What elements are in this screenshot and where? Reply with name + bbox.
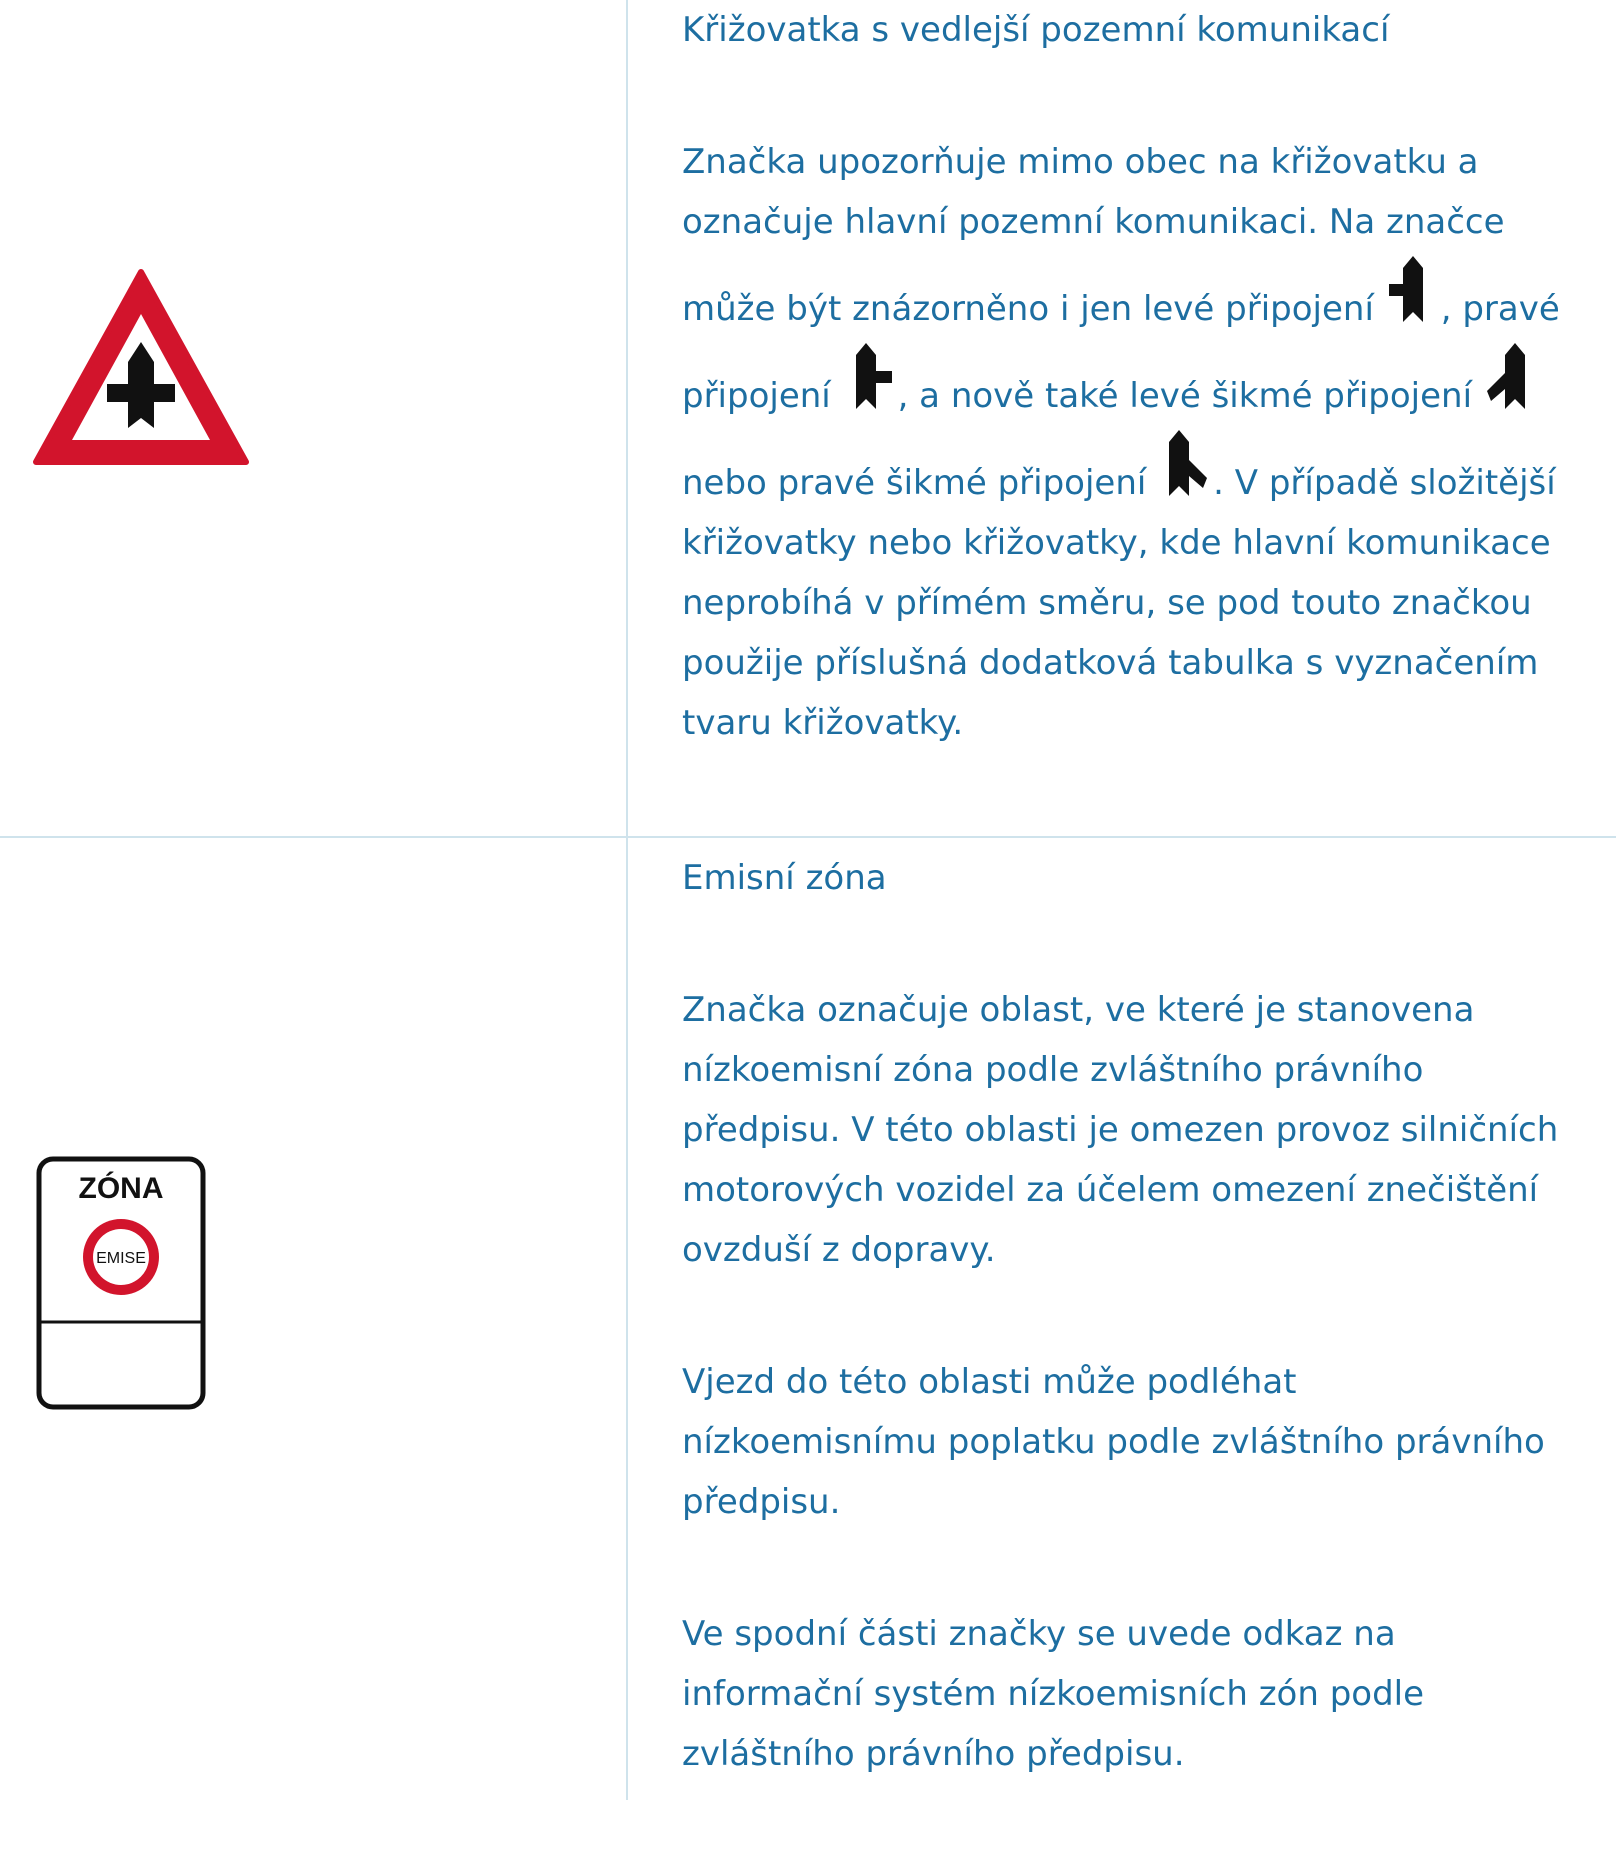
description-text: , pravé připojení [682, 289, 1560, 416]
left-oblique-junction-icon [1485, 339, 1537, 411]
row-description-priority [682, 0, 1562, 825]
sign-zone-heading: ZÓNA [78, 1172, 164, 1205]
column-divider [626, 0, 628, 1800]
description-text: , a nově také levé šikmé připojení [897, 376, 1473, 416]
sign-title: Křižovatka s vedlejší pozemní komunikací [682, 10, 1390, 50]
right-junction-icon [844, 339, 896, 411]
paragraph-3: Ve spodní části značky se uvede odkaz na informační systém nízkoemisních zón podle zvláštního právního předpisu. [682, 1614, 1425, 1774]
description-text: nebo pravé šikmé připojení [682, 463, 1147, 503]
row-description-emission-zone [682, 848, 1562, 1856]
paragraph-1: Značka označuje oblast, ve které je stanovena nízkoemisní zóna podle zvláštního právního předpisu. V této oblasti je omezen provoz silničních motorových vozidel za účelem omezení znečištění ovzduší z dopravy. [682, 990, 1559, 1270]
priority-road-crossing-sign-icon [30, 266, 252, 466]
sign-description [682, 132, 1562, 753]
sign-title: Emisní zóna [682, 858, 887, 898]
right-oblique-junction-icon [1159, 426, 1211, 498]
emission-zone-sign-icon [36, 1156, 206, 1410]
row-divider [0, 836, 1616, 838]
paragraph-2: Vjezd do této oblasti může podléhat nízkoemisnímu poplatku podle zvláštního právního předpisu. [682, 1362, 1545, 1522]
sign-zone-label: EMISE [96, 1250, 146, 1267]
left-junction-icon [1387, 252, 1439, 324]
description-text: . V případě složitější křižovatky nebo křižovatky, kde hlavní komunikace neprobíhá v přímém směru, se pod touto značkou použije příslušná dodatková tabulka s vyznačením tvaru křižovatky. [682, 463, 1556, 743]
description-text: Značka upozorňuje mimo obec na křižovatku a označuje hlavní pozemní komunikaci. Na značce může být znázorněno i jen levé připojení [682, 142, 1505, 329]
